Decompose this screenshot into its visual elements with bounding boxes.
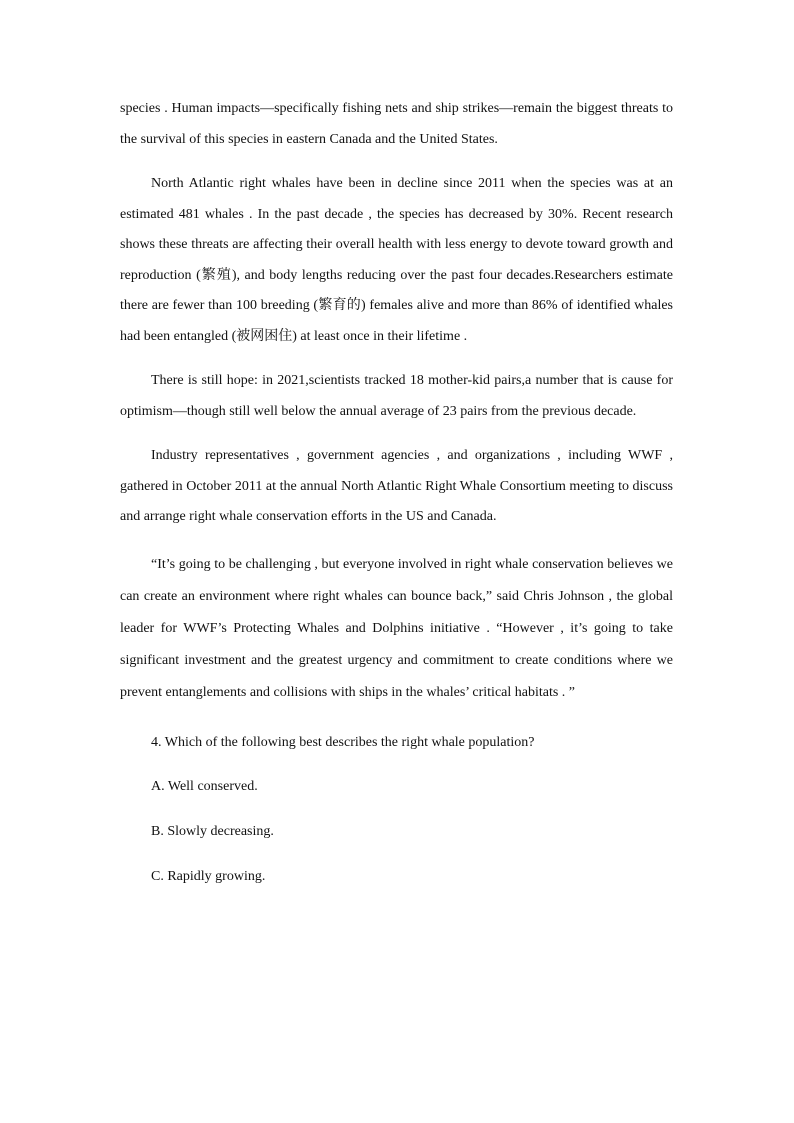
paragraph-1: species . Human impacts—specifically fishing nets and ship strikes—remain the biggest threats to the survival of this species in eastern Canada and the United States. bbox=[120, 101, 673, 147]
paragraph-5-quote: “It’s going to be challenging , but everyone involved in right whale conservation believes we can create an environment where right whales can bounce back,” said Chris Johnson , the global leader for WWF’s Protecting Whales and Dolphins initiative . “However , it’s going to take significant investment and the greatest urgency and commitment to create conditions where we prevent entanglements and collisions with ships in the whales’ critical habitats . ” bbox=[120, 556, 673, 701]
paragraph-2: North Atlantic right whales have been in decline since 2011 when the species was at an estimated 481 whales . In the past decade , the species has decreased by 30%. Recent research shows these threats are affecting their overall health with less energy to devote toward growth and reproduction (繁殖), and body lengths reducing over the past four decades.Researchers estimate there are fewer than 100 breeding (繁育的) females alive and more than 86% of identified whales had been entangled (被网困住) at least once in their lifetime . bbox=[120, 176, 673, 344]
option-b: B. Slowly decreasing. bbox=[151, 824, 274, 840]
option-c: C. Rapidly growing. bbox=[151, 868, 266, 884]
option-a: A. Well conserved. bbox=[151, 779, 258, 795]
paragraph-4: Industry representatives , government agencies , and organizations , including WWF , gathered in October 2011 at the annual North Atlantic Right Whale Consortium meeting to discuss and arrange right whale conservation efforts in the US and Canada. bbox=[120, 448, 673, 524]
question-block bbox=[120, 728, 673, 892]
document-body bbox=[120, 94, 673, 907]
paragraph-3: There is still hope: in 2021,scientists tracked 18 mother-kid pairs,a number that is cause for optimism—though still well below the annual average of 23 pairs from the previous decade. bbox=[120, 373, 673, 419]
question-stem: 4. Which of the following best describes the right whale population? bbox=[151, 734, 535, 750]
